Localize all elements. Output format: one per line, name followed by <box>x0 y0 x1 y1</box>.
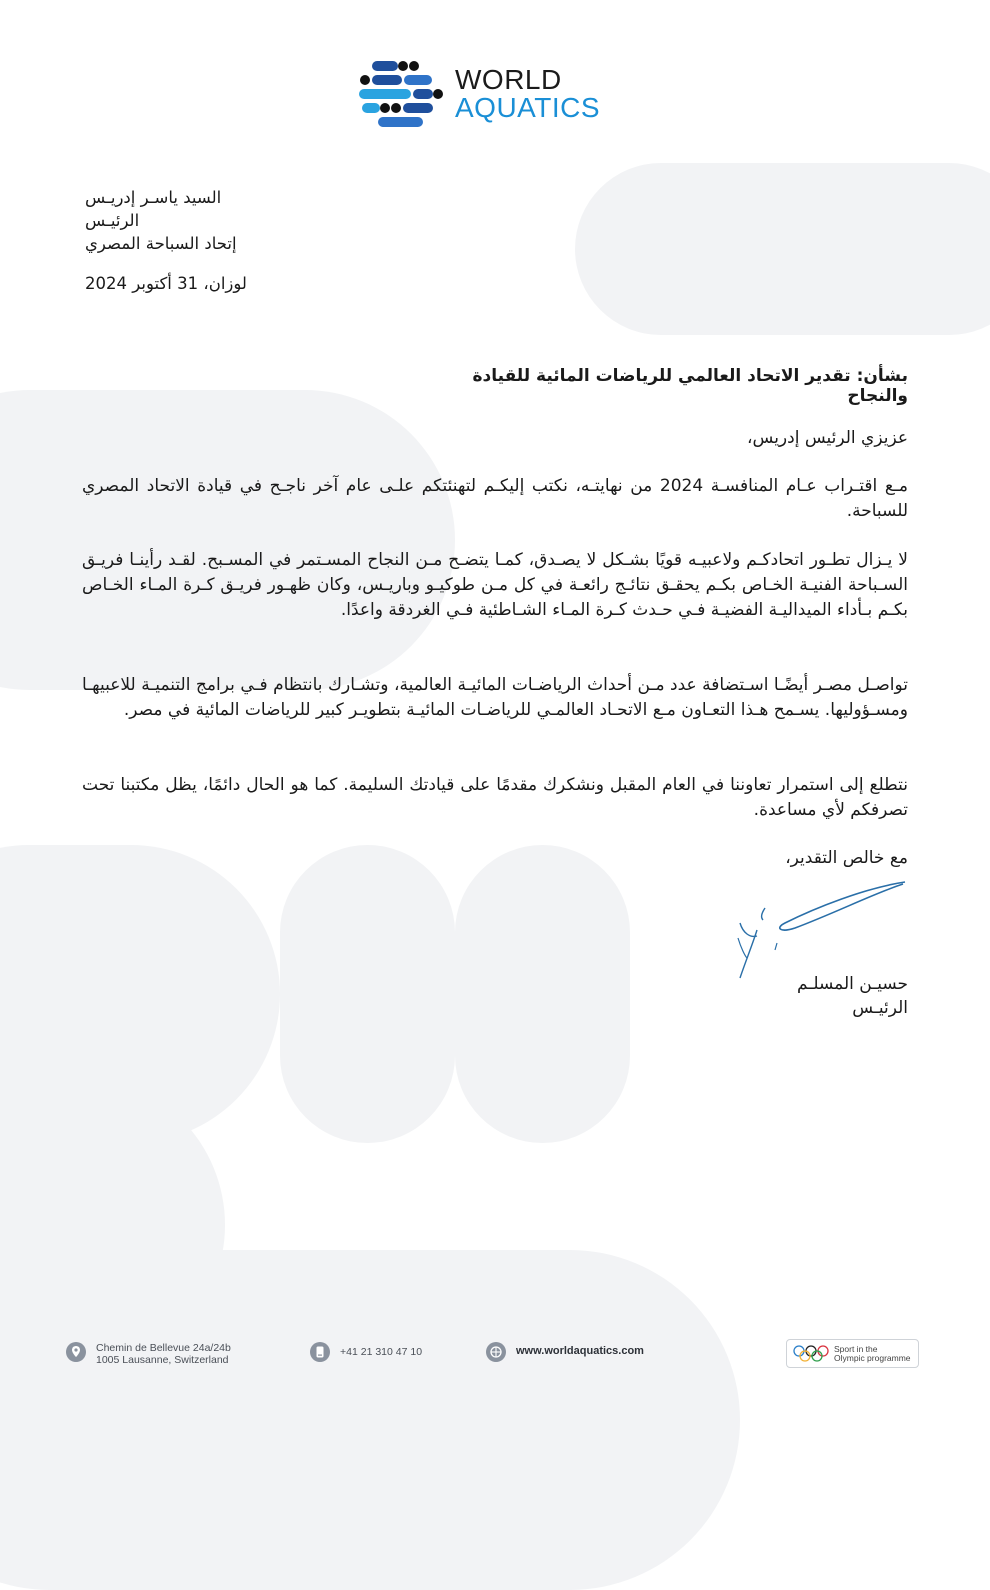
salutation: عزيزي الرئيس إدريس، <box>747 428 908 448</box>
footer-website[interactable] <box>486 1342 644 1362</box>
phone-number: +41 21 310 47 10 <box>340 1346 423 1358</box>
bg-decor-shape <box>575 163 990 335</box>
world-aquatics-logo-icon <box>358 58 448 134</box>
signatory-block <box>600 972 908 1020</box>
bg-decor-shape <box>280 845 455 1143</box>
globe-icon <box>486 1342 506 1362</box>
location-pin-icon <box>66 1342 86 1362</box>
olympic-badge-line2: Olympic programme <box>834 1352 911 1363</box>
website-link[interactable]: www.worldaquatics.com <box>516 1345 644 1357</box>
phone-icon <box>310 1342 330 1362</box>
olympic-programme-badge <box>786 1339 919 1368</box>
footer-address <box>66 1342 231 1366</box>
logo-text-aquatics: AQUATICS <box>455 92 601 123</box>
footer-phone <box>310 1342 422 1362</box>
date-line: لوزان، 31 أكتوبر 2024 <box>85 274 247 293</box>
bg-decor-shape <box>0 390 455 690</box>
closing: مع خالص التقدير، <box>785 848 908 868</box>
recipient-block <box>85 186 265 255</box>
body-paragraph: مـع اقتـراب عـام المنافسـة 2024 من نهايتـه، نكتب إليكـم لتهنئتكم علـى عام آخر ناجـح في قيادة الاتحاد المصري للسباحة. <box>82 476 908 521</box>
recipient-title: الرئيـس <box>85 211 140 230</box>
bg-decor-shape <box>0 1250 740 1590</box>
signatory-name: حسيـن المسلـم <box>797 974 908 994</box>
address-line-1: Chemin de Bellevue 24a/24b <box>96 1342 231 1354</box>
world-aquatics-logo <box>358 58 638 134</box>
letter-subject: بشأن: تقدير الاتحاد العالمي للرياضات المائية للقيادة والنجاح <box>472 366 908 406</box>
olympic-badge-line1: Sport in the <box>834 1343 878 1354</box>
body-paragraph: تواصـل مصـر أيضًـا اسـتضافة عدد مـن أحداث الرياضـات المائيـة العالمية، وتشـارك بانتظام فـي برامج التنميـة للاعبيهـا ومسـؤوليها. يسـمح هـذا التعـاون مـع الاتحـاد العالمـي للرياضـات المائيـة بتطويـر كبير للرياضات المائية في مصر. <box>82 675 908 720</box>
body-paragraph: لا يـزال تطـور اتحادكـم ولاعبيـه قويًا بشـكل لا يصـدق، كمـا يتضـح مـن النجاح المسـتمر في المسـبح. لقـد رأينـا فريـق السـباحة الفنيـة الخـاص بكـم يحقـق نتائـج رائعـة في كل مـن طوكيـو وباريـس، وكان ظهـور فريـق كـرة المـاء الخـاص بكـم بـأداء الميداليـة الفضيـة فـي حـدث كـرة المـاء الشـاطئية فـي الغردقة واعدًا. <box>82 550 908 620</box>
logo-text-world: WORLD <box>455 64 562 95</box>
recipient-organization: إتحاد السباحة المصري <box>85 234 237 253</box>
recipient-name: السيد ياسـر إدريـس <box>85 188 222 207</box>
signatory-title: الرئيـس <box>852 998 908 1018</box>
body-paragraph: نتطلع إلى استمرار تعاوننا في العام المقبل ونشكرك مقدمًا على قيادتك السليمة. كما هو الحال دائمًا، يظل مكتبنا تحت تصرفكم لأي مساعدة. <box>82 775 908 820</box>
olympic-rings-icon <box>792 1344 830 1364</box>
address-line-2: 1005 Lausanne, Switzerland <box>96 1354 229 1366</box>
